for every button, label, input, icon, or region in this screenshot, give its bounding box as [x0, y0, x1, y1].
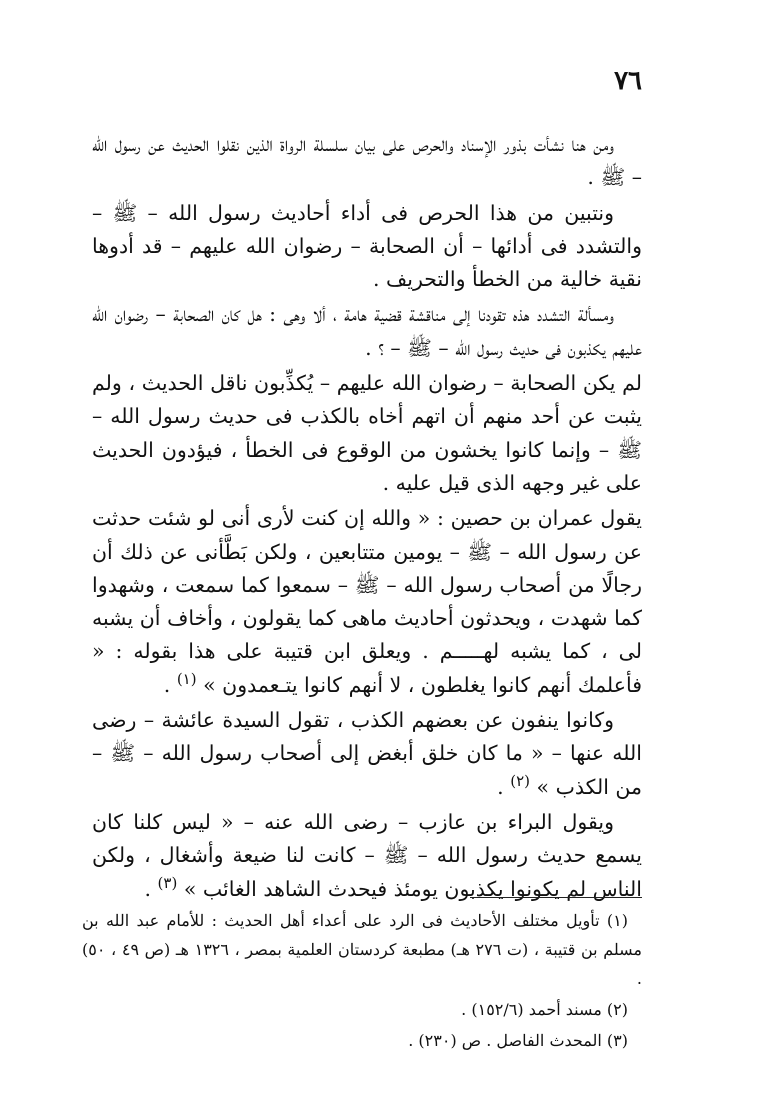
paragraph-5-text: يقول عمران بن حصين : « والله إن كنت لأرى أنى لو شئت حدثت عن رسول الله – ﷺ – يومين متتابعين ، ولكن بَطَّأنى عن ذلك أن رجالًا من أصحاب رسول الله – ﷺ – سمعوا كما سمعت ، وشهدوا كما شهدت ، ويحدثون أحاديث ماهى كما يقولون ، وأخاف أن يشبه لى ، كما يشبه لهـــــم . ويعلق ابن قتيبة على هذا بقوله : « فأعلمك أنهم كانوا يغلطون ، لا أنهم كانوا يتـعمدون »: [92, 506, 642, 697]
footnote-ref-1: (١): [176, 669, 197, 688]
paragraph-7-end: .: [144, 876, 158, 901]
paragraph-5: [92, 502, 642, 702]
paragraph-3: ومسألة التشدد هذه تقودنا إلى مناقشة قضية هامة ، ألا وهى : هل كان الصحابة – رضوان الله عليهم يكذبون فى حديث رسول الله – ﷺ – ؟ .: [92, 302, 642, 360]
footnote-2: (٢) مسند أحمد (١٥٢/٦) .: [461, 1000, 628, 1019]
page-number: ٧٦: [614, 66, 642, 96]
paragraph-7: [92, 806, 642, 906]
footnote-separator: [470, 897, 642, 898]
footnote-ref-3: (٣): [157, 873, 178, 892]
footnote-ref-2: (٢): [510, 771, 530, 790]
paragraph-5-end: .: [163, 672, 177, 697]
paragraph-6-text: وكانوا ينفون عن بعضهم الكذب ، تقول السيدة عائشة – رضى الله عنها – « ما كان خلق أبغض إلى أصحاب رسول الله – ﷺ – من الكذب »: [92, 708, 642, 799]
footnote-3: (٣) المحدث الفاصل . ص (٢٣٠) .: [408, 1031, 628, 1050]
footnotes: [82, 906, 642, 1057]
paragraph-2: ونتبين من هذا الحرص فى أداء أحاديث رسول الله – ﷺ – والتشدد فى أدائها – أن الصحابة – رضوان الله عليهم – قد أدوها نقية خالية من الخطأ والتحريف .: [92, 200, 642, 292]
paragraph-4: لم يكن الصحابة – رضوان الله عليهم – يُكذِّبون ناقل الحديث ، ولم يثبت عن أحد منهم أن اتهم أخاه بالكذب فى حديث رسول الله – ﷺ – وإنما كانوا يخشون من الوقوع فى الخطأ ، فيؤدون الحديث على غير وجهه الذى قيل عليه .: [92, 371, 642, 495]
main-text: [92, 128, 642, 908]
footnote-1: (١) تأويل مختلف الأحاديث فى الرد على أعداء أهل الحديث : للأمام عبد الله بن مسلم بن قتيبة ، (ت ٢٧٦ هـ) مطبعة كردستان العلمية بمصر ، ١٣٢٦ هـ (ص ٤٩ ، ٥٠) .: [82, 911, 643, 988]
paragraph-6: [92, 704, 642, 804]
paragraph-7-text: ويقول البراء بن عازب – رضى الله عنه – « ليس كلنا كان يسمع حديث رسول الله – ﷺ – كانت لنا ضيعة وأشغال ، ولكن الناس لم يكونوا يكذبون يومئذ فيحدث الشاهد الغائب »: [92, 809, 642, 901]
paragraph-6-end: .: [497, 774, 511, 799]
paragraph-1: ومن هنا نشأت بذور الإسناد والحرص على بيان سلسلة الرواة الذين نقلوا الحديث عن رسول الله – ﷺ .: [92, 132, 642, 190]
